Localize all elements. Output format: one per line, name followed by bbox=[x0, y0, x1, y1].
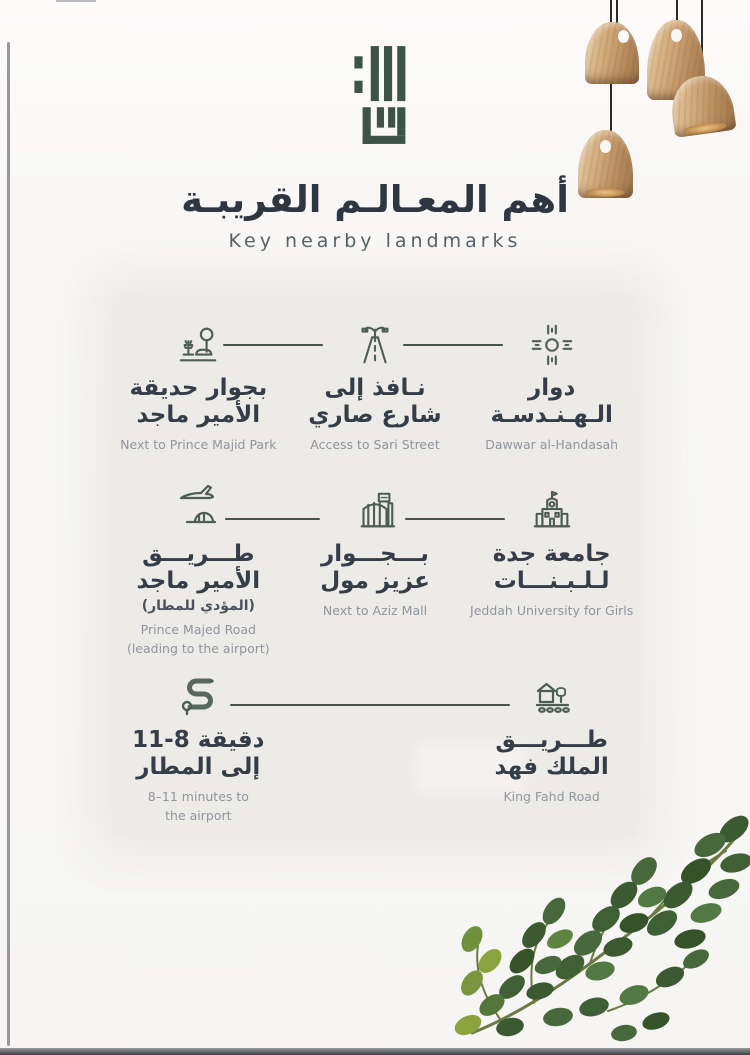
landmark-en: Jeddah University for Girls bbox=[470, 603, 634, 619]
landmark-en-line1: 8–11 minutes to bbox=[147, 789, 249, 805]
landmark-row-3 bbox=[110, 664, 640, 826]
university-icon bbox=[529, 478, 575, 534]
route-icon bbox=[174, 664, 222, 720]
landmark-en: Next to Aziz Mall bbox=[322, 603, 428, 619]
landmark-spacer bbox=[287, 664, 464, 826]
landmark-item-prince-majed-road bbox=[110, 478, 287, 659]
landmark-ar-line2: لـلـبـنـــات bbox=[493, 568, 610, 595]
photo-bottom-edge bbox=[0, 1048, 750, 1055]
main-title-arabic: أهم المعـالـم القريبـة bbox=[181, 178, 569, 221]
wooden-lamp bbox=[585, 22, 639, 84]
landmark-ar-line1: 11-8 دقيقة bbox=[132, 727, 265, 753]
landmark-en-line2: (leading to the airport) bbox=[126, 641, 270, 656]
landmark-ar-note: (المؤدي للمطار) bbox=[141, 598, 255, 615]
mall-icon bbox=[352, 478, 398, 534]
plant-branch bbox=[438, 811, 750, 1049]
landmark-en: Access to Sari Street bbox=[310, 437, 440, 453]
landmark-ar-line1: نـافذ إلى bbox=[324, 375, 426, 401]
landmark-item-aziz-mall bbox=[287, 478, 464, 659]
landmark-ar-line2: عزيز مول bbox=[320, 568, 430, 595]
landmark-ar-line1: جامعة جدة bbox=[492, 541, 611, 567]
landmark-item-king-fahd-road bbox=[463, 664, 640, 826]
landmark-item-prince-majid-park bbox=[110, 312, 287, 455]
landmark-item-handasah-roundabout bbox=[463, 312, 640, 455]
landmark-ar-line2: الأمير ماجد bbox=[136, 568, 261, 595]
brand-logo bbox=[347, 42, 423, 148]
landmark-ar-line1: طـــريـــق bbox=[495, 727, 608, 753]
landmark-ar-line2: الملك فهد bbox=[494, 754, 609, 781]
landmark-item-sari-street bbox=[287, 312, 464, 455]
landmark-ar-line2: الـهـنـدسـة bbox=[490, 402, 613, 429]
landmark-ar-line1: طـــريـــق bbox=[142, 541, 255, 567]
road-house-icon bbox=[528, 664, 576, 720]
landmark-en-line2: the airport bbox=[165, 808, 232, 823]
landmark-row-1 bbox=[110, 312, 640, 455]
landmark-ar-line2: الأمير ماجد bbox=[136, 402, 261, 429]
landmark-en: Dawwar al-Handasah bbox=[485, 437, 619, 453]
landmark-en: Next to Prince Majid Park bbox=[120, 437, 277, 453]
street-icon bbox=[352, 312, 398, 368]
landmark-ar-line1: بـــجـــوار bbox=[321, 541, 429, 567]
wooden-lamp bbox=[578, 130, 633, 198]
pendant-lamps bbox=[545, 0, 750, 212]
landmark-ar-line2: شارع صاري bbox=[308, 402, 442, 429]
landmark-en-line1: Prince Majed Road bbox=[140, 622, 256, 638]
landmark-ar-line1: دوار bbox=[528, 375, 576, 401]
landmark-row-2 bbox=[110, 478, 640, 659]
landmark-item-jeddah-university bbox=[463, 478, 640, 659]
landmark-ar-line2: إلى المطار bbox=[136, 754, 261, 781]
airport-road-icon bbox=[173, 478, 223, 534]
landmark-en: King Fahd Road bbox=[503, 789, 600, 805]
landmark-item-airport-minutes bbox=[110, 664, 287, 826]
photo-top-edge bbox=[56, 0, 96, 2]
landmark-ar-line1: بجوار حديقة bbox=[129, 375, 268, 401]
leaves bbox=[452, 811, 750, 1043]
main-title-english: Key nearby landmarks bbox=[228, 230, 522, 252]
park-icon bbox=[175, 312, 221, 368]
roundabout-icon bbox=[529, 312, 575, 368]
